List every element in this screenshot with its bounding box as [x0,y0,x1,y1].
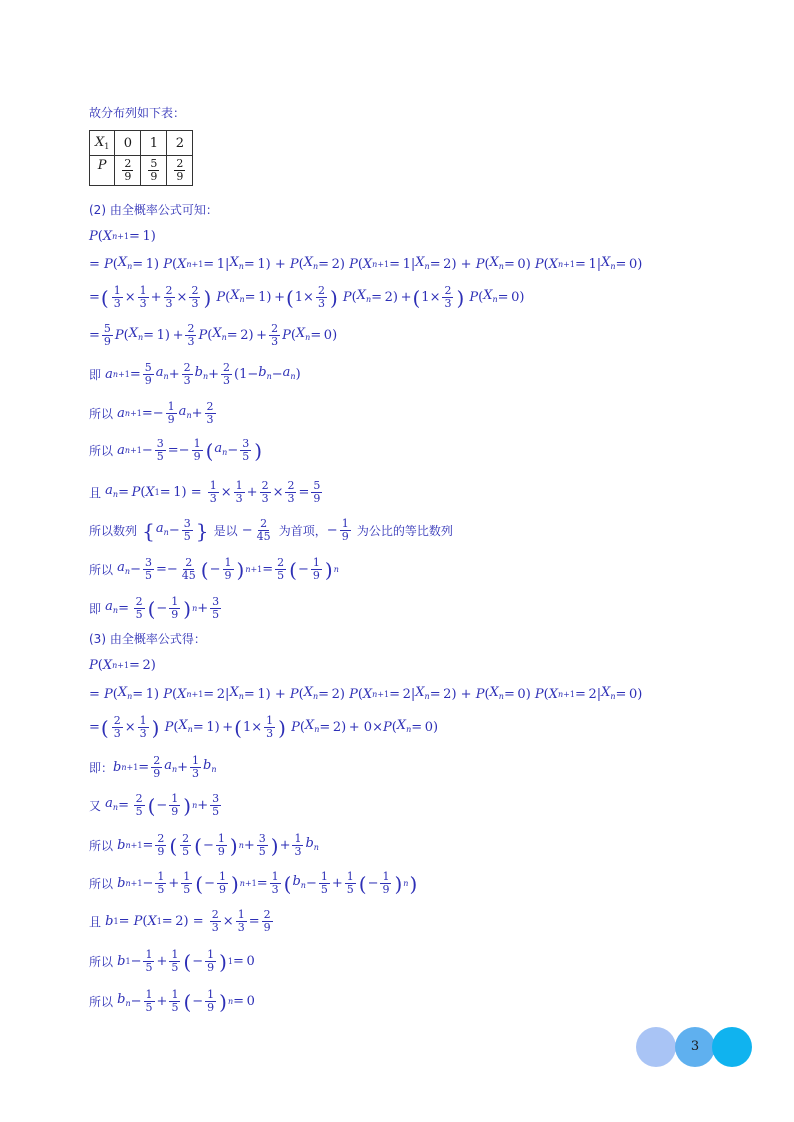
formula-line: 所以 b n+1 − $\frac{1}{5}$ + $\frac{1}{5}$ ( − $\frac{1}{9}$ ) n+1 = $\frac{1}{3}$ ( $b_n$ − $\frac{1}{5}$ + $\frac{1}{5}$ ( − $\frac{1}{9}$ ) n ) [89,870,418,896]
section-2-heading: (2) 由全概率公式可知： [89,203,218,217]
formula-line: P ( X n+1 = 1) [89,229,156,244]
formula-line: 即 a n+1 = $\frac{5}{9}$ $a_n$ + $\frac{2}{3}$ $b_n$ + $\frac{2}{3}$ (1− $b_n$ − $a_n$ ) [89,361,301,387]
table-row: $X_1$ 0 1 2 [90,131,193,156]
formula-line: = P ( $X_n$ = 1) P ( X n+1 = 1| $X_n$ = 1) + P ( $X_n$ = 2) P ( X n+1 = 1| $X_n$ = 2) + P ( $X_n$ = 0) P ( X n+1 = 1| $X_n$ = 0) [89,255,643,272]
formula-line: 所以 $a_n$ − $\frac{3}{5}$ =− $\frac{2}{45}$ ( − $\frac{1}{9}$ ) n+1 = $\frac{2}{5}$ ( − $\frac{1}{9}$ ) n [89,556,339,582]
formula-line: 所以 $b_n$ − $\frac{1}{5}$ + $\frac{1}{5}$ ( − $\frac{1}{9}$ ) n = 0 [89,988,255,1014]
intro-text: 故分布列如下表： [89,106,186,120]
section-3-heading: (3) 由全概率公式得： [89,632,206,646]
page-badge-circle [636,1027,676,1067]
formula-line: 所以 b 1 − $\frac{1}{5}$ + $\frac{1}{5}$ ( − $\frac{1}{9}$ ) 1 = 0 [89,948,255,974]
formula-line: = P ( $X_n$ = 1) P ( X n+1 = 2| $X_n$ = 1) + P ( $X_n$ = 2) P ( X n+1 = 2| $X_n$ = 2) + P ( $X_n$ = 0) P ( X n+1 = 2| $X_n$ = 0) [89,685,643,702]
distribution-table [89,130,193,186]
formula-line: = ( $\frac{1}{3}$ × $\frac{1}{3}$ + $\frac{2}{3}$ × $\frac{2}{3}$ ) P ( $X_n$ = 1) + ( 1× $\frac{2}{3}$ ) P ( $X_n$ = 2) + ( 1× $\frac{2}{3}$ ) P ( $X_n$ = 0) [89,284,525,310]
table-row: P $\frac{2}{9}$ $\frac{5}{9}$ $\frac{2}{9}$ [90,156,193,186]
page-badge-circle [712,1027,752,1067]
formula-line: = ( $\frac{2}{3}$ × $\frac{1}{3}$ ) P ( $X_n$ = 1) + ( 1× $\frac{1}{3}$ ) P ( $X_n$ = 2) + 0× P ( $X_n$ = 0) [89,714,439,740]
formula-line: 所以 b n+1 = $\frac{2}{9}$ ( $\frac{2}{5}$ ( − $\frac{1}{9}$ ) n + $\frac{3}{5}$ ) + $\frac{1}{3}$ $b_n$ [89,832,319,858]
formula-line: = $\frac{5}{9}$ P ( $X_n$ = 1) + $\frac{2}{3}$ P ( $X_n$ = 2) + $\frac{2}{3}$ P ( $X_n$ = 0) [89,322,338,348]
formula-line: P ( X n+1 = 2) [89,658,156,673]
page-number: 3 [690,1039,700,1054]
formula-line: 即： b n+1 = $\frac{2}{9}$ $a_n$ + $\frac{1}{3}$ $b_n$ [89,754,217,780]
formula-line: 即 $a_n$ = $\frac{2}{5}$ ( − $\frac{1}{9}$ ) n + $\frac{3}{5}$ [89,595,220,621]
formula-line: 且 $a_n$ = P ( X 1 = 1) = $\frac{1}{3}$ × $\frac{1}{3}$ + $\frac{2}{3}$ × $\frac{2}{3}$ = $\frac{5}{9}$ [89,479,321,505]
formula-line: 又 $a_n$ = $\frac{2}{5}$ ( − $\frac{1}{9}$ ) n + $\frac{3}{5}$ [89,792,220,818]
formula-line: 所以 a n+1 =− $\frac{1}{9}$ $a_n$ + $\frac{2}{3}$ [89,400,214,426]
formula-line: 所以 a n+1 − $\frac{3}{5}$ =− $\frac{1}{9}$ ( $a_n$ − $\frac{3}{5}$ ) [89,437,263,463]
formula-line: 且 b 1 = P ( X 1 = 2) = $\frac{2}{3}$ × $\frac{1}{3}$ = $\frac{2}{9}$ [89,908,271,934]
formula-line: 所以数列 { $a_n$ − $\frac{3}{5}$ } 是以 − $\frac{2}{45}$ 为首项， − $\frac{1}{9}$ 为公比的等比数列 [89,517,453,543]
